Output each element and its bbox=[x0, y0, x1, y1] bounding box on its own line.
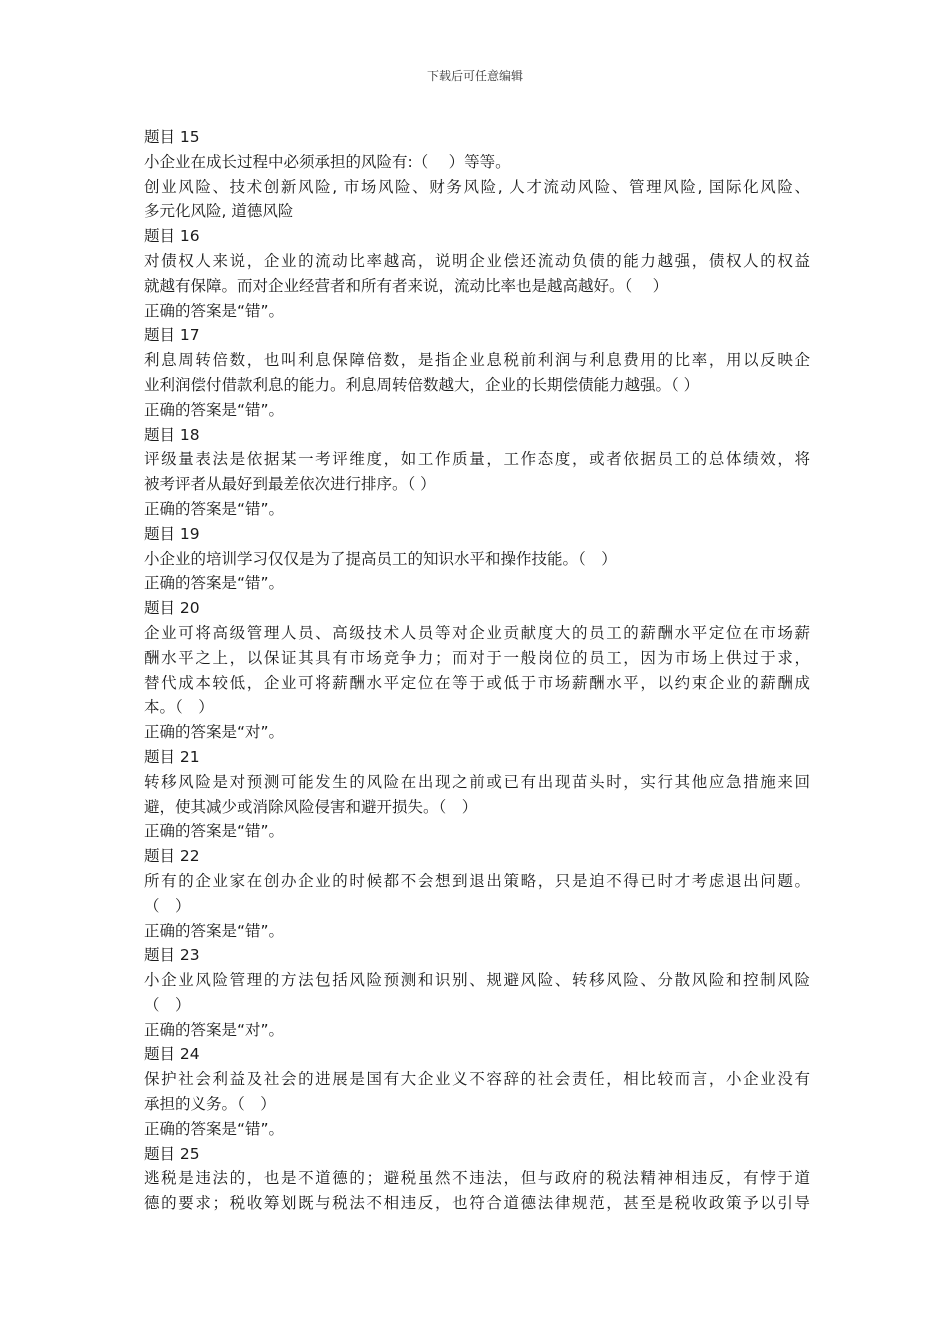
answer-text: 正确的答案是“错”。 bbox=[144, 574, 285, 593]
question-text: 利息周转倍数，也叫利息保障倍数，是指企业息税前利润与利息费用的比率，用以反映企 bbox=[144, 351, 810, 370]
answer-text: 正确的答案是“错”。 bbox=[144, 499, 285, 518]
question-text: （ ） bbox=[144, 995, 191, 1014]
question-number: 题目 17 bbox=[144, 326, 200, 345]
question-number: 题目 16 bbox=[144, 227, 200, 246]
question-number: 题目 20 bbox=[144, 599, 200, 618]
question-number: 题目 18 bbox=[144, 425, 200, 444]
answer-text: 正确的答案是“对”。 bbox=[144, 1020, 285, 1039]
answer-text: 正确的答案是“错”。 bbox=[144, 921, 285, 940]
question-text: 小企业风险管理的方法包括风险预测和识别、规避风险、转移风险、分散风险和控制风险 bbox=[144, 971, 810, 990]
question-text: 对债权人来说，企业的流动比率越高，说明企业偿还流动负债的能力越强，债权人的权益 bbox=[144, 251, 810, 270]
answer-text: 正确的答案是“对”。 bbox=[144, 723, 285, 742]
question-text: 转移风险是对预测可能发生的风险在出现之前或已有出现苗头时，实行其他应急措施来回 bbox=[144, 772, 810, 791]
question-text: 所有的企业家在创办企业的时候都不会想到退出策略，只是迫不得已时才考虑退出问题。 bbox=[144, 871, 810, 890]
answer-text: 创业风险、技术创新风险, 市场风险、财务风险, 人才流动风险、管理风险, 国际化风险、 bbox=[144, 177, 810, 196]
question-text: 企业可将高级管理人员、高级技术人员等对企业贡献度大的员工的薪酬水平定位在市场薪 bbox=[144, 623, 810, 642]
question-number: 题目 24 bbox=[144, 1045, 200, 1064]
answer-text: 正确的答案是“错”。 bbox=[144, 822, 285, 841]
answer-text: 正确的答案是“错”。 bbox=[144, 400, 285, 419]
question-text: 逃税是违法的，也是不道德的；避税虽然不违法，但与政府的税法精神相违反，有悖于道 bbox=[144, 1169, 810, 1188]
question-text: 避，使其减少或消除风险侵害和避开损失。（ ） bbox=[144, 797, 478, 816]
question-number: 题目 21 bbox=[144, 747, 200, 766]
question-text: 被考评者从最好到最差依次进行排序。（ ） bbox=[144, 475, 436, 494]
question-text: 替代成本较低，企业可将薪酬水平定位在等于或低于市场薪酬水平，以约束企业的薪酬成 bbox=[144, 673, 810, 692]
question-text: 小企业的培训学习仅仅是为了提高员工的知识水平和操作技能。（ ） bbox=[144, 549, 617, 568]
question-number: 题目 15 bbox=[144, 128, 200, 146]
question-text: 酬水平之上，以保证其具有市场竞争力；而对于一般岗位的员工，因为市场上供过于求， bbox=[144, 648, 810, 667]
question-number: 题目 19 bbox=[144, 524, 200, 543]
answer-text: 多元化风险, 道德风险 bbox=[144, 202, 294, 221]
question-number: 题目 23 bbox=[144, 946, 200, 965]
page-header: 下载后可任意编辑 bbox=[426, 69, 523, 83]
question-number: 题目 22 bbox=[144, 847, 200, 866]
question-text: 保护社会利益及社会的进展是国有大企业义不容辞的社会责任，相比较而言，小企业没有 bbox=[144, 1070, 810, 1089]
question-text: 承担的义务。（ ） bbox=[144, 1095, 276, 1114]
question-text: 小企业在成长过程中必须承担的风险有:（ ）等等。 bbox=[144, 152, 511, 171]
question-text: 德的要求；税收筹划既与税法不相违反，也符合道德法律规范，甚至是税收政策予以引导 bbox=[144, 1194, 810, 1213]
answer-text: 正确的答案是“错”。 bbox=[144, 301, 285, 320]
question-text: 就越有保障。而对企业经营者和所有者来说，流动比率也是越高越好。（ ） bbox=[144, 276, 669, 295]
question-text: （ ） bbox=[144, 896, 191, 915]
question-text: 本。（ ） bbox=[144, 698, 214, 717]
document-body bbox=[144, 125, 810, 1216]
question-number: 题目 25 bbox=[144, 1144, 200, 1163]
answer-text: 正确的答案是“错”。 bbox=[144, 1119, 285, 1138]
question-text: 业利润偿付借款利息的能力。利息周转倍数越大，企业的长期偿债能力越强。（ ） bbox=[144, 375, 700, 394]
question-text: 评级量表法是依据某一考评维度，如工作质量，工作态度，或者依据员工的总体绩效，将 bbox=[144, 450, 810, 469]
